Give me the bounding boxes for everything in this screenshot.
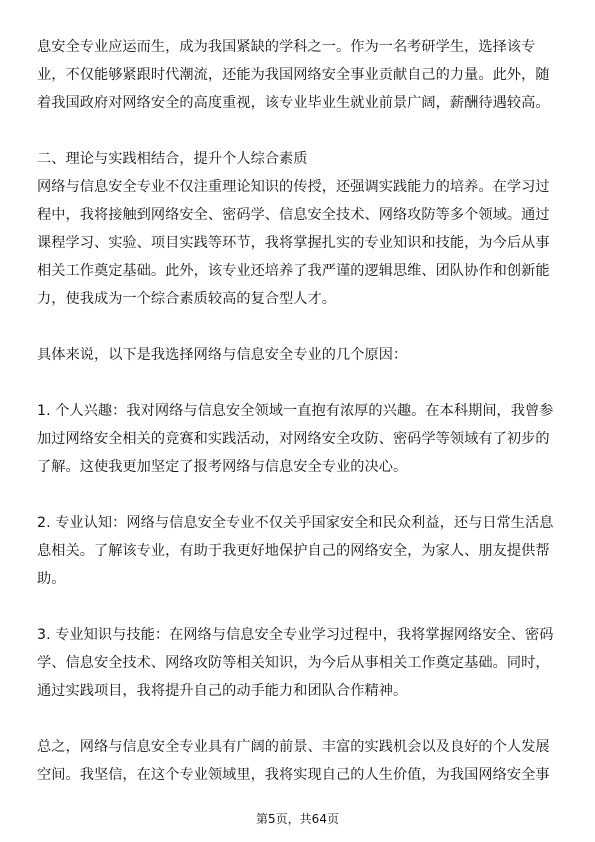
paragraph-spacer <box>37 369 557 397</box>
paragraph-3: 具体来说，以下是我选择网络与信息安全专业的几个原因： <box>37 347 408 363</box>
page-number: 第5页，共64页 <box>256 812 339 826</box>
document-body <box>37 33 557 789</box>
section-heading: 二、理论与实践相结合，提升个人综合素质 <box>37 151 308 167</box>
reason-item-2: 2. 专业认知：网络与信息安全专业不仅关乎国家安全和民众利益，还与日常生活息息相关。了解该专业，有助于我更好地保护自己的网络安全，为家人、朋友提供帮助。 <box>37 515 554 587</box>
paragraph-spacer <box>37 593 557 621</box>
paragraph-spacer <box>37 313 557 341</box>
paragraph-2: 网络与信息安全专业不仅注重理论知识的传授，还强调实践能力的培养。在学习过程中，我将接触到网络安全、密码学、信息安全技术、网络攻防等多个领域。通过课程学习、实验、项目实践等环节，我将掌握扎实的专业知识和技能，为今后从事相关工作奠定基础。此外，该专业还培养了我严谨的逻辑思维、团队协作和创新能力，使我成为一个综合素质较高的复合型人才。 <box>37 179 550 307</box>
paragraph-spacer <box>37 481 557 509</box>
conclusion-paragraph: 总之，网络与信息安全专业具有广阔的前景、丰富的实践机会以及良好的个人发展空间。我坚信，在这个专业领域里，我将实现自己的人生价值，为我国网络安全事 <box>37 739 550 783</box>
reason-item-3: 3. 专业知识与技能：在网络与信息安全专业学习过程中，我将掌握网络安全、密码学、信息安全技术、网络攻防等相关知识，为今后从事相关工作奠定基础。同时，通过实践项目，我将提升自己的动手能力和团队合作精神。 <box>37 627 554 699</box>
paragraph-spacer <box>37 705 557 733</box>
paragraph-spacer <box>37 117 557 145</box>
reason-item-1: 1. 个人兴趣：我对网络与信息安全领域一直抱有浓厚的兴趣。在本科期间，我曾参加过网络安全相关的竞赛和实践活动，对网络安全攻防、密码学等领域有了初步的了解。这使我更加坚定了报考网络与信息安全专业的决心。 <box>37 403 554 475</box>
paragraph-1: 息安全专业应运而生，成为我国紧缺的学科之一。作为一名考研学生，选择该专业，不仅能够紧跟时代潮流，还能为我国网络安全事业贡献自己的力量。此外，随着我国政府对网络安全的高度重视，该专业毕业生就业前景广阔，薪酬待遇较高。 <box>37 39 550 111</box>
